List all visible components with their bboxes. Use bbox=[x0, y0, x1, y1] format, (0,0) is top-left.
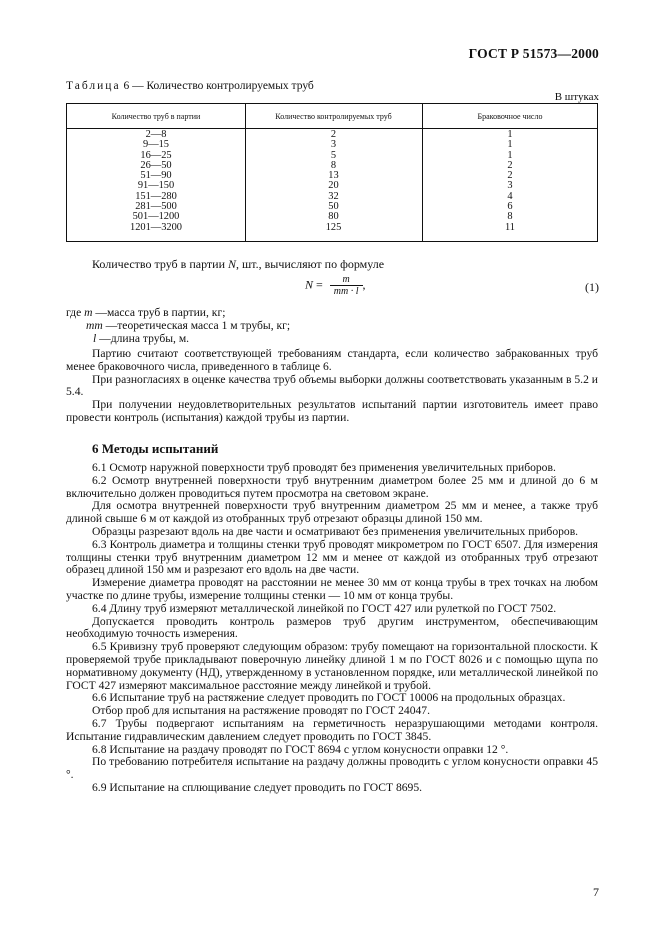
test-methods-paragraphs bbox=[66, 462, 598, 795]
paragraph: 6.4 Длину труб измеряют металлической линейкой по ГОСТ 427 или рулеткой по ГОСТ 7502. bbox=[92, 601, 557, 615]
formula-intro-text: , шт., вычисляют по формуле bbox=[236, 257, 385, 271]
paragraph: 6.8 Испытание на раздачу проводят по ГОСТ 8694 с углом конусности оправки 12 °. bbox=[92, 742, 509, 756]
table-cell: 8 bbox=[330, 159, 337, 171]
pipes-table bbox=[66, 103, 598, 242]
table-cell: 1 bbox=[507, 139, 513, 151]
paragraph: 6.2 Осмотр внутренней поверхности труб внутренним диаметром более 25 мм и длиной до 6 м включительно должен проводиться путем просмотра на световом экране. bbox=[66, 473, 598, 500]
table-cell: 20 bbox=[328, 180, 339, 192]
legend-text: —масса труб в партии, кг; bbox=[92, 306, 226, 319]
table-cell: 2 bbox=[507, 159, 513, 171]
paragraph: 6.5 Кривизну труб проверяют следующим образом: трубу помещают на горизонтальной плоскости. К проверяемой трубе прикладывают поверочную линейку длиной 1 м по ГОСТ 8026 и с помощью щупа по нормативному документу (НД), утвержденному в установленном порядке, или металлической линейкой по ГОСТ 427 измеряют максимальное расстояние между линейкой и трубой. bbox=[66, 640, 598, 692]
table-cell: 2 bbox=[507, 170, 513, 182]
table-cell: 13 bbox=[328, 170, 339, 182]
table-caption-text: 6 — Количество контролируемых труб bbox=[123, 80, 314, 92]
table-cell: 2—8 bbox=[145, 129, 167, 140]
paragraph: 6.3 Контроль диаметра и толщины стенки труб проводят микрометром по ГОСТ 6507. Для измерения толщины стенки труб внутренним диаметром 12 мм и менее от каждой из отобранных труб отрезают образец длиной 150 мм и разрезают его вдоль на две части. bbox=[66, 537, 598, 577]
section-title: 6 Методы испытаний bbox=[92, 441, 219, 456]
table-cell: 125 bbox=[325, 221, 342, 233]
table-cell: 151—280 bbox=[135, 190, 177, 202]
table-units: В штуках bbox=[554, 91, 599, 103]
table-cell: 4 bbox=[507, 190, 513, 202]
paragraph: По требованию потребителя испытание на раздачу должны проводить с углом конусности оправки 45 °. bbox=[66, 755, 598, 782]
paragraph: Образцы разрезают вдоль на две части и осматривают без применения увеличительных приборов. bbox=[92, 524, 579, 538]
table-header-cell: Браковочное число bbox=[477, 111, 543, 121]
paragraph: При получении неудовлетворительных результатов испытаний партии изготовитель имеет право провести контроль (испытания) каждой трубы из партии. bbox=[66, 398, 598, 424]
table-header-cell: Количество контролируемых труб bbox=[275, 111, 392, 121]
table-cell: 32 bbox=[328, 190, 339, 202]
formula-lhs: N bbox=[305, 277, 314, 292]
formula-intro-var: N bbox=[228, 257, 237, 271]
legend-var: m bbox=[84, 306, 93, 319]
paragraph: Допускается проводить контроль размеров труб другим инструментом, обеспечивающим необходимую точность измерения. bbox=[66, 614, 598, 641]
paragraph: 6.9 Испытание на сплющивание следует проводить по ГОСТ 8695. bbox=[92, 780, 423, 794]
formula-fraction bbox=[330, 274, 363, 297]
table-cell: 1 bbox=[507, 149, 513, 161]
formula bbox=[305, 274, 366, 297]
table-cell: 26—50 bbox=[140, 159, 172, 171]
table-column-controlled bbox=[245, 130, 422, 233]
paragraph: Партию считают соответствующей требованиям стандарта, если количество забракованных труб менее браковочного числа, приведенного в таблице 6. bbox=[66, 347, 598, 373]
legend-var: l bbox=[93, 331, 97, 345]
formula-intro-text: Количество труб в партии bbox=[92, 257, 228, 271]
table-cell: 501—1200 bbox=[132, 211, 180, 223]
legend-line bbox=[66, 333, 598, 346]
formula-eq: = bbox=[316, 277, 323, 292]
paragraph: Для осмотра внутренней поверхности труб внутренним диаметром 25 мм и менее, а также труб длиной свыше 6 м от каждой из отобранных труб отрезают образцы длиной 150 мм. bbox=[66, 499, 598, 526]
paragraph: Отбор проб для испытания на растяжение проводят по ГОСТ 24047. bbox=[92, 704, 430, 718]
paragraph: При разногласиях в оценке качества труб объемы выборки должны соответствовать указанным в 5.2 и 5.4. bbox=[66, 372, 598, 399]
table-cell: 51—90 bbox=[140, 170, 172, 182]
legend-text: —длина трубы, м. bbox=[96, 331, 190, 345]
formula-numerator: m bbox=[330, 274, 363, 286]
formula-intro bbox=[92, 257, 384, 272]
table-cell: 50 bbox=[328, 201, 339, 213]
legend-text: —теоретическая масса 1 м трубы, кг; bbox=[102, 318, 291, 332]
table-cell: 3 bbox=[330, 139, 337, 151]
table-cell: 91—150 bbox=[137, 180, 175, 192]
table-cell: 9—15 bbox=[143, 139, 169, 151]
formula-denominator: mт · l bbox=[333, 286, 359, 297]
table-caption-prefix: Таблица bbox=[66, 80, 121, 92]
table-column-batch bbox=[67, 130, 245, 233]
table-caption bbox=[66, 80, 314, 92]
legend-var: mт bbox=[86, 318, 103, 332]
formula-legend bbox=[66, 307, 598, 345]
table-cell: 1 bbox=[507, 129, 513, 140]
acceptance-paragraphs bbox=[66, 348, 598, 425]
table-column-reject bbox=[422, 130, 598, 233]
table-cell: 3 bbox=[507, 180, 513, 192]
table-cell: 11 bbox=[504, 221, 515, 233]
table-cell: 16—25 bbox=[140, 149, 172, 161]
table-cell: 80 bbox=[328, 211, 339, 223]
formula-tail: , bbox=[362, 277, 366, 292]
table-header-cell: Количество труб в партии bbox=[111, 111, 201, 121]
legend-prefix: где bbox=[66, 306, 85, 319]
table-cell: 5 bbox=[330, 149, 337, 161]
table-cell: 2 bbox=[330, 129, 337, 140]
table-cell: 281—500 bbox=[135, 201, 177, 213]
equation-number: (1) bbox=[585, 280, 599, 294]
table-cell: 1201—3200 bbox=[130, 221, 182, 233]
document-code: ГОСТ Р 51573—2000 bbox=[468, 46, 599, 61]
table-cell: 8 bbox=[507, 211, 513, 223]
page-number: 7 bbox=[593, 885, 599, 899]
table-cell: 6 bbox=[507, 201, 513, 213]
paragraph: 6.6 Испытание труб на растяжение следует проводить по ГОСТ 10006 на продольных образцах. bbox=[92, 691, 566, 705]
paragraph: 6.7 Трубы подвергают испытаниям на герметичность неразрушающими методами контроля. Испытание гидравлическим давлением следует проводить по ГОСТ 3845. bbox=[66, 716, 598, 743]
paragraph: Измерение диаметра проводят на расстоянии не менее 30 мм от конца трубы в трех точках на любом участке по длине трубы, измерение толщины стенки — 10 мм от конца трубы. bbox=[66, 576, 598, 602]
paragraph: 6.1 Осмотр наружной поверхности труб проводят без применения увеличительных приборов. bbox=[92, 461, 556, 474]
